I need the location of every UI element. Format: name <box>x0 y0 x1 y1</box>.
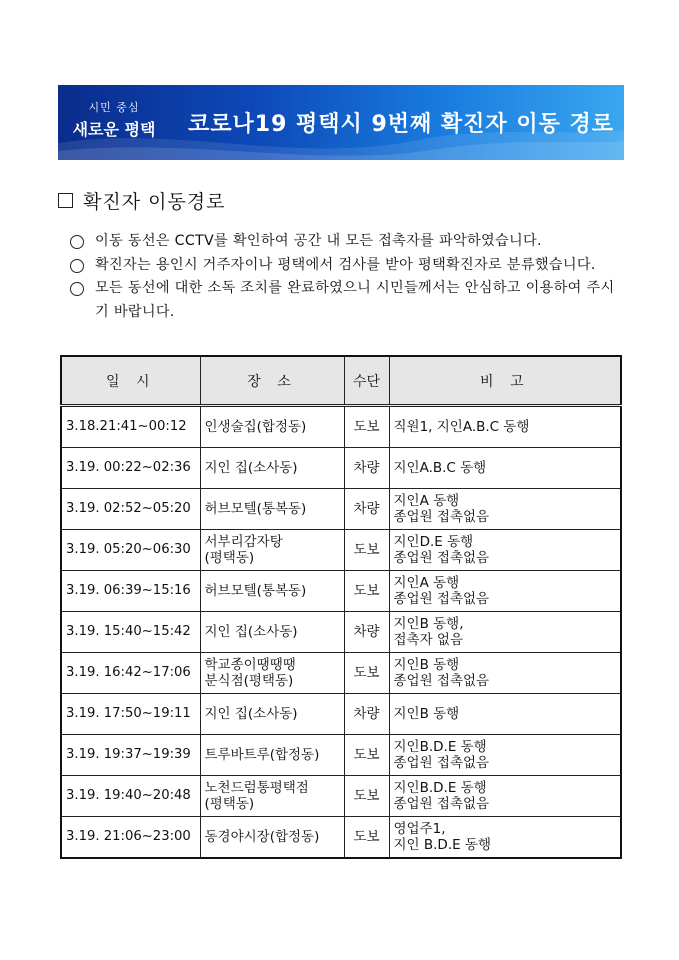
cell-place <box>200 571 344 612</box>
place-line: 지인 집(소사동) <box>204 706 298 722</box>
cell-note <box>389 776 621 817</box>
note-line: 종업원 접촉없음 <box>393 673 490 689</box>
circle-bullet-icon <box>70 282 84 296</box>
place-line: (평택동) <box>204 796 255 812</box>
table-row <box>61 406 621 448</box>
note-line: 지인A.B.C 동행 <box>393 460 487 476</box>
cell-note <box>389 735 621 776</box>
cell-means: 차량 <box>344 448 389 489</box>
cell-note <box>389 817 621 859</box>
notice-list <box>70 230 625 324</box>
notice-item <box>70 254 625 278</box>
cell-date: 3.19. 05:20~06:30 <box>61 530 200 571</box>
note-line: 지인 B.D.E 동행 <box>393 837 492 853</box>
cell-place <box>200 530 344 571</box>
cell-date: 3.19. 06:39~15:16 <box>61 571 200 612</box>
note-line: 지인B 동행 <box>393 706 460 722</box>
cell-date: 3.19. 00:22~02:36 <box>61 448 200 489</box>
cell-means: 차량 <box>344 694 389 735</box>
cell-date: 3.19. 19:40~20:48 <box>61 776 200 817</box>
place-line: 동경야시장(합정동) <box>204 829 320 845</box>
table-row <box>61 817 621 859</box>
cell-note <box>389 530 621 571</box>
cell-place <box>200 776 344 817</box>
notice-text: 이동 동선은 CCTV를 확인하여 공간 내 모든 접촉자를 파악하였습니다. <box>95 233 542 249</box>
note-line: 지인A 동행 <box>393 493 460 509</box>
note-line: 종업원 접촉없음 <box>393 755 490 771</box>
cell-means: 도보 <box>344 530 389 571</box>
cell-note <box>389 653 621 694</box>
cell-date: 3.19. 16:42~17:06 <box>61 653 200 694</box>
place-line: 서부리감자탕 <box>204 534 283 550</box>
cell-means: 차량 <box>344 489 389 530</box>
note-line: 종업원 접촉없음 <box>393 550 490 566</box>
place-line: 학교종이땡땡땡 <box>204 657 296 673</box>
header-date: 일 시 <box>61 356 200 406</box>
cell-means: 차량 <box>344 612 389 653</box>
cell-note <box>389 406 621 448</box>
table-row <box>61 448 621 489</box>
cell-date: 3.19. 02:52~05:20 <box>61 489 200 530</box>
cell-place <box>200 612 344 653</box>
section-heading-text: 확진자 이동경로 <box>83 191 226 213</box>
circle-bullet-icon <box>70 259 84 273</box>
place-line: (평택동) <box>204 550 255 566</box>
note-line: 지인B.D.E 동행 <box>393 739 487 755</box>
table-row <box>61 530 621 571</box>
table-row <box>61 735 621 776</box>
cell-date: 3.19. 19:37~19:39 <box>61 735 200 776</box>
notice-text: 모든 동선에 대한 소독 조치를 완료하였으니 시민들께서는 안심하고 이용하여 주시기 바랍니다. <box>95 280 615 320</box>
notice-item <box>70 230 625 254</box>
place-line: 허브모텔(통복동) <box>204 501 307 517</box>
note-line: 지인A 동행 <box>393 575 460 591</box>
place-line: 지인 집(소사동) <box>204 624 298 640</box>
header-place: 장 소 <box>200 356 344 406</box>
note-line: 지인B.D.E 동행 <box>393 780 487 796</box>
table-body <box>61 406 621 859</box>
slogan-big-text: 새로운 평택 <box>72 120 156 139</box>
note-line: 접촉자 없음 <box>393 632 463 648</box>
slogan-small-text: 시민 중심 <box>88 101 140 114</box>
place-line: 지인 집(소사동) <box>204 460 298 476</box>
header-note: 비 고 <box>389 356 621 406</box>
cell-date: 3.19. 17:50~19:11 <box>61 694 200 735</box>
cell-date: 3.18.21:41~00:12 <box>61 406 200 448</box>
cell-note <box>389 448 621 489</box>
table-row <box>61 694 621 735</box>
note-line: 지인B 동행 <box>393 657 460 673</box>
cell-note <box>389 612 621 653</box>
table-row <box>61 653 621 694</box>
cell-place <box>200 653 344 694</box>
note-line: 영업주1, <box>393 821 446 837</box>
title-banner <box>58 85 624 160</box>
table-row <box>61 612 621 653</box>
cell-means: 도보 <box>344 406 389 448</box>
table-row <box>61 571 621 612</box>
cell-place <box>200 489 344 530</box>
movement-route-table <box>60 355 622 859</box>
cell-means: 도보 <box>344 653 389 694</box>
cell-means: 도보 <box>344 571 389 612</box>
section-heading <box>58 187 226 214</box>
cell-date: 3.19. 15:40~15:42 <box>61 612 200 653</box>
note-line: 종업원 접촉없음 <box>393 509 490 525</box>
cell-place <box>200 735 344 776</box>
cell-place <box>200 694 344 735</box>
table-row <box>61 776 621 817</box>
notice-item <box>70 277 625 324</box>
cell-place <box>200 448 344 489</box>
note-line: 종업원 접촉없음 <box>393 796 490 812</box>
city-slogan-logo <box>64 99 164 140</box>
place-line: 인생술집(합정동) <box>204 419 307 435</box>
cell-place <box>200 406 344 448</box>
note-line: 지인B 동행, <box>393 616 464 632</box>
table-header-row <box>61 356 621 406</box>
table-row <box>61 489 621 530</box>
header-means: 수단 <box>344 356 389 406</box>
place-line: 허브모텔(통복동) <box>204 583 307 599</box>
note-line: 지인D.E 동행 <box>393 534 474 550</box>
place-line: 노천드럼통평택점 <box>204 780 309 796</box>
empty-square-icon <box>58 193 73 208</box>
place-line: 분식점(평택동) <box>204 673 294 689</box>
note-line: 종업원 접촉없음 <box>393 591 490 607</box>
cell-note <box>389 489 621 530</box>
note-line: 직원1, 지인A.B.C 동행 <box>393 419 530 435</box>
place-line: 트루바트루(합정동) <box>204 747 320 763</box>
cell-note <box>389 694 621 735</box>
page-title: 코로나19 평택시 9번째 확진자 이동 경로 <box>188 112 614 137</box>
cell-date: 3.19. 21:06~23:00 <box>61 817 200 859</box>
notice-text: 확진자는 용인시 거주자이나 평택에서 검사를 받아 평택확진자로 분류했습니다. <box>95 256 596 273</box>
cell-means: 도보 <box>344 735 389 776</box>
circle-bullet-icon <box>70 235 84 249</box>
cell-means: 도보 <box>344 817 389 859</box>
cell-place <box>200 817 344 859</box>
cell-means: 도보 <box>344 776 389 817</box>
cell-note <box>389 571 621 612</box>
